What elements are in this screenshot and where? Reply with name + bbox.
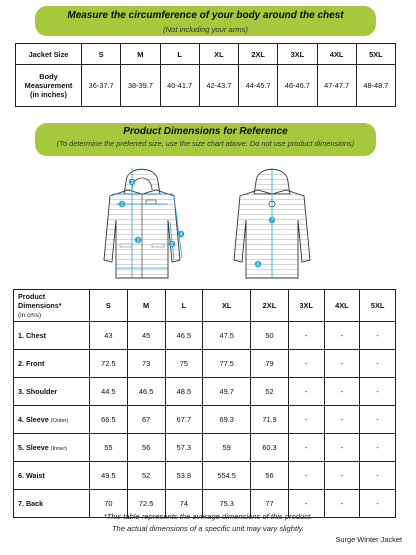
dimension-cell: 74: [165, 490, 203, 518]
dimensions-header-row: [14, 290, 396, 322]
measurement-cell: 44-45.7: [239, 65, 278, 107]
dimension-cell: -: [324, 378, 360, 406]
table-row: [14, 406, 396, 434]
size-header: 4XL: [317, 44, 356, 65]
row-label: 3. Shoulder: [14, 378, 90, 406]
dimension-cell: -: [360, 322, 396, 350]
size-header: 2XL: [251, 290, 289, 322]
dimension-cell: -: [324, 490, 360, 518]
svg-text:1: 1: [120, 202, 124, 209]
dimension-cell: -: [360, 406, 396, 434]
dimension-cell: 67.7: [165, 406, 203, 434]
dimension-cell: 49.5: [90, 462, 128, 490]
dimension-cell: 75: [165, 350, 203, 378]
chest-measure-subtitle: (Not including your arms): [163, 25, 248, 34]
table-row: [14, 462, 396, 490]
dimension-cell: 73: [127, 350, 165, 378]
svg-text:2: 2: [130, 180, 134, 187]
dimension-cell: 67: [127, 406, 165, 434]
dimension-cell: 43: [90, 322, 128, 350]
row-label: 6. Waist: [14, 462, 90, 490]
measurement-cell: 38-39.7: [121, 65, 160, 107]
svg-text:6: 6: [256, 262, 260, 269]
dimension-cell: -: [288, 490, 324, 518]
dimension-cell: 66.5: [90, 406, 128, 434]
body-measurement-row: [16, 65, 396, 107]
jacket-measurement-diagram: [88, 160, 328, 288]
dimension-cell: 59: [203, 434, 251, 462]
dimension-cell: 554.5: [203, 462, 251, 490]
measurement-cell: 47-47.7: [317, 65, 356, 107]
dimension-cell: 56: [251, 462, 289, 490]
row-label: 7. Back: [14, 490, 90, 518]
dimension-cell: -: [360, 462, 396, 490]
dimension-cell: 71.9: [251, 406, 289, 434]
product-name: Surge Winter Jacket: [335, 535, 402, 544]
size-header: S: [90, 290, 128, 322]
dimension-cell: -: [360, 350, 396, 378]
measurement-cell: 40-41.7: [160, 65, 199, 107]
svg-text:4: 4: [179, 232, 183, 239]
chest-measure-banner: [35, 6, 376, 36]
dimension-cell: 57.3: [165, 434, 203, 462]
measurement-cell: 36-37.7: [82, 65, 121, 107]
jacket-size-label: Jacket Size: [16, 44, 82, 65]
dimension-cell: 77: [251, 490, 289, 518]
dimension-cell: 53.8: [165, 462, 203, 490]
svg-text:5: 5: [170, 242, 174, 249]
body-measurement-label: Body Measurement (in inches): [16, 65, 82, 107]
dimension-cell: -: [324, 434, 360, 462]
svg-text:7: 7: [270, 218, 274, 225]
product-dimensions-subtitle: (To determine the preferred size, use the size chart above. Do not use product dimensions): [56, 139, 355, 148]
dimension-cell: 77.5: [203, 350, 251, 378]
size-header: M: [121, 44, 160, 65]
row-label: 1. Chest: [14, 322, 90, 350]
dimension-cell: 52: [127, 462, 165, 490]
footnote-line-2: The actual dimensions of a specific unit may vary slightly.: [111, 524, 305, 533]
dimension-cell: 47.5: [203, 322, 251, 350]
size-header: L: [165, 290, 203, 322]
dimension-cell: -: [360, 490, 396, 518]
size-header: 3XL: [278, 44, 317, 65]
dimension-cell: 55: [90, 434, 128, 462]
product-dimensions-table: [13, 289, 396, 518]
dimension-cell: 52: [251, 378, 289, 406]
table-row: [14, 378, 396, 406]
marker-4: [178, 231, 184, 238]
dimension-cell: 48.5: [165, 378, 203, 406]
dimension-cell: -: [324, 462, 360, 490]
dimension-cell: 60.3: [251, 434, 289, 462]
dimension-cell: 56: [127, 434, 165, 462]
dimension-cell: 46.5: [127, 378, 165, 406]
dimension-cell: 44.5: [90, 378, 128, 406]
dimension-cell: 69.3: [203, 406, 251, 434]
size-header: 3XL: [288, 290, 324, 322]
dimension-cell: -: [288, 322, 324, 350]
size-header: XL: [203, 290, 251, 322]
jacket-front-illustration: [104, 169, 180, 278]
dimension-cell: 79: [251, 350, 289, 378]
measurement-cell: 48-48.7: [356, 65, 395, 107]
dimensions-header-label: Product Dimensions* (in cms): [14, 290, 90, 322]
dimension-cell: 45: [127, 322, 165, 350]
table-row: [14, 350, 396, 378]
dimension-cell: 75.3: [203, 490, 251, 518]
dimension-cell: -: [288, 378, 324, 406]
dimension-cell: -: [324, 322, 360, 350]
chest-measure-title: Measure the circumference of your body around the chest: [67, 10, 344, 21]
size-chart-header-row: [16, 44, 396, 65]
dimension-cell: -: [324, 350, 360, 378]
size-header: 5XL: [356, 44, 395, 65]
dimension-cell: -: [360, 434, 396, 462]
dimension-cell: 72.5: [127, 490, 165, 518]
size-header: 4XL: [324, 290, 360, 322]
dimension-cell: 72.5: [90, 350, 128, 378]
size-header: 2XL: [239, 44, 278, 65]
size-chart-table: [15, 43, 396, 107]
dimension-cell: -: [324, 406, 360, 434]
size-header: XL: [199, 44, 238, 65]
dimension-cell: -: [288, 406, 324, 434]
dimension-cell: 70: [90, 490, 128, 518]
table-row: [14, 434, 396, 462]
measurement-cell: 42-43.7: [199, 65, 238, 107]
dimension-cell: 49.7: [203, 378, 251, 406]
dimension-cell: -: [288, 434, 324, 462]
size-header: M: [127, 290, 165, 322]
product-dimensions-banner: [35, 123, 376, 156]
dimension-cell: 46.5: [165, 322, 203, 350]
dimension-cell: 50: [251, 322, 289, 350]
size-header: 5XL: [360, 290, 396, 322]
footnote-line-1: *This table represents the average dimensions of this product.: [103, 512, 313, 521]
row-label: 2. Front: [14, 350, 90, 378]
table-row: [14, 322, 396, 350]
size-header: S: [82, 44, 121, 65]
measurement-cell: 46-46.7: [278, 65, 317, 107]
size-header: L: [160, 44, 199, 65]
row-label: 5. Sleeve (Inner): [14, 434, 90, 462]
svg-text:3: 3: [136, 238, 140, 245]
dimension-cell: -: [288, 462, 324, 490]
dimension-cell: -: [288, 350, 324, 378]
dimension-cell: -: [360, 378, 396, 406]
row-label: 4. Sleeve (Outer): [14, 406, 90, 434]
product-dimensions-title: Product Dimensions for Reference: [123, 126, 288, 137]
